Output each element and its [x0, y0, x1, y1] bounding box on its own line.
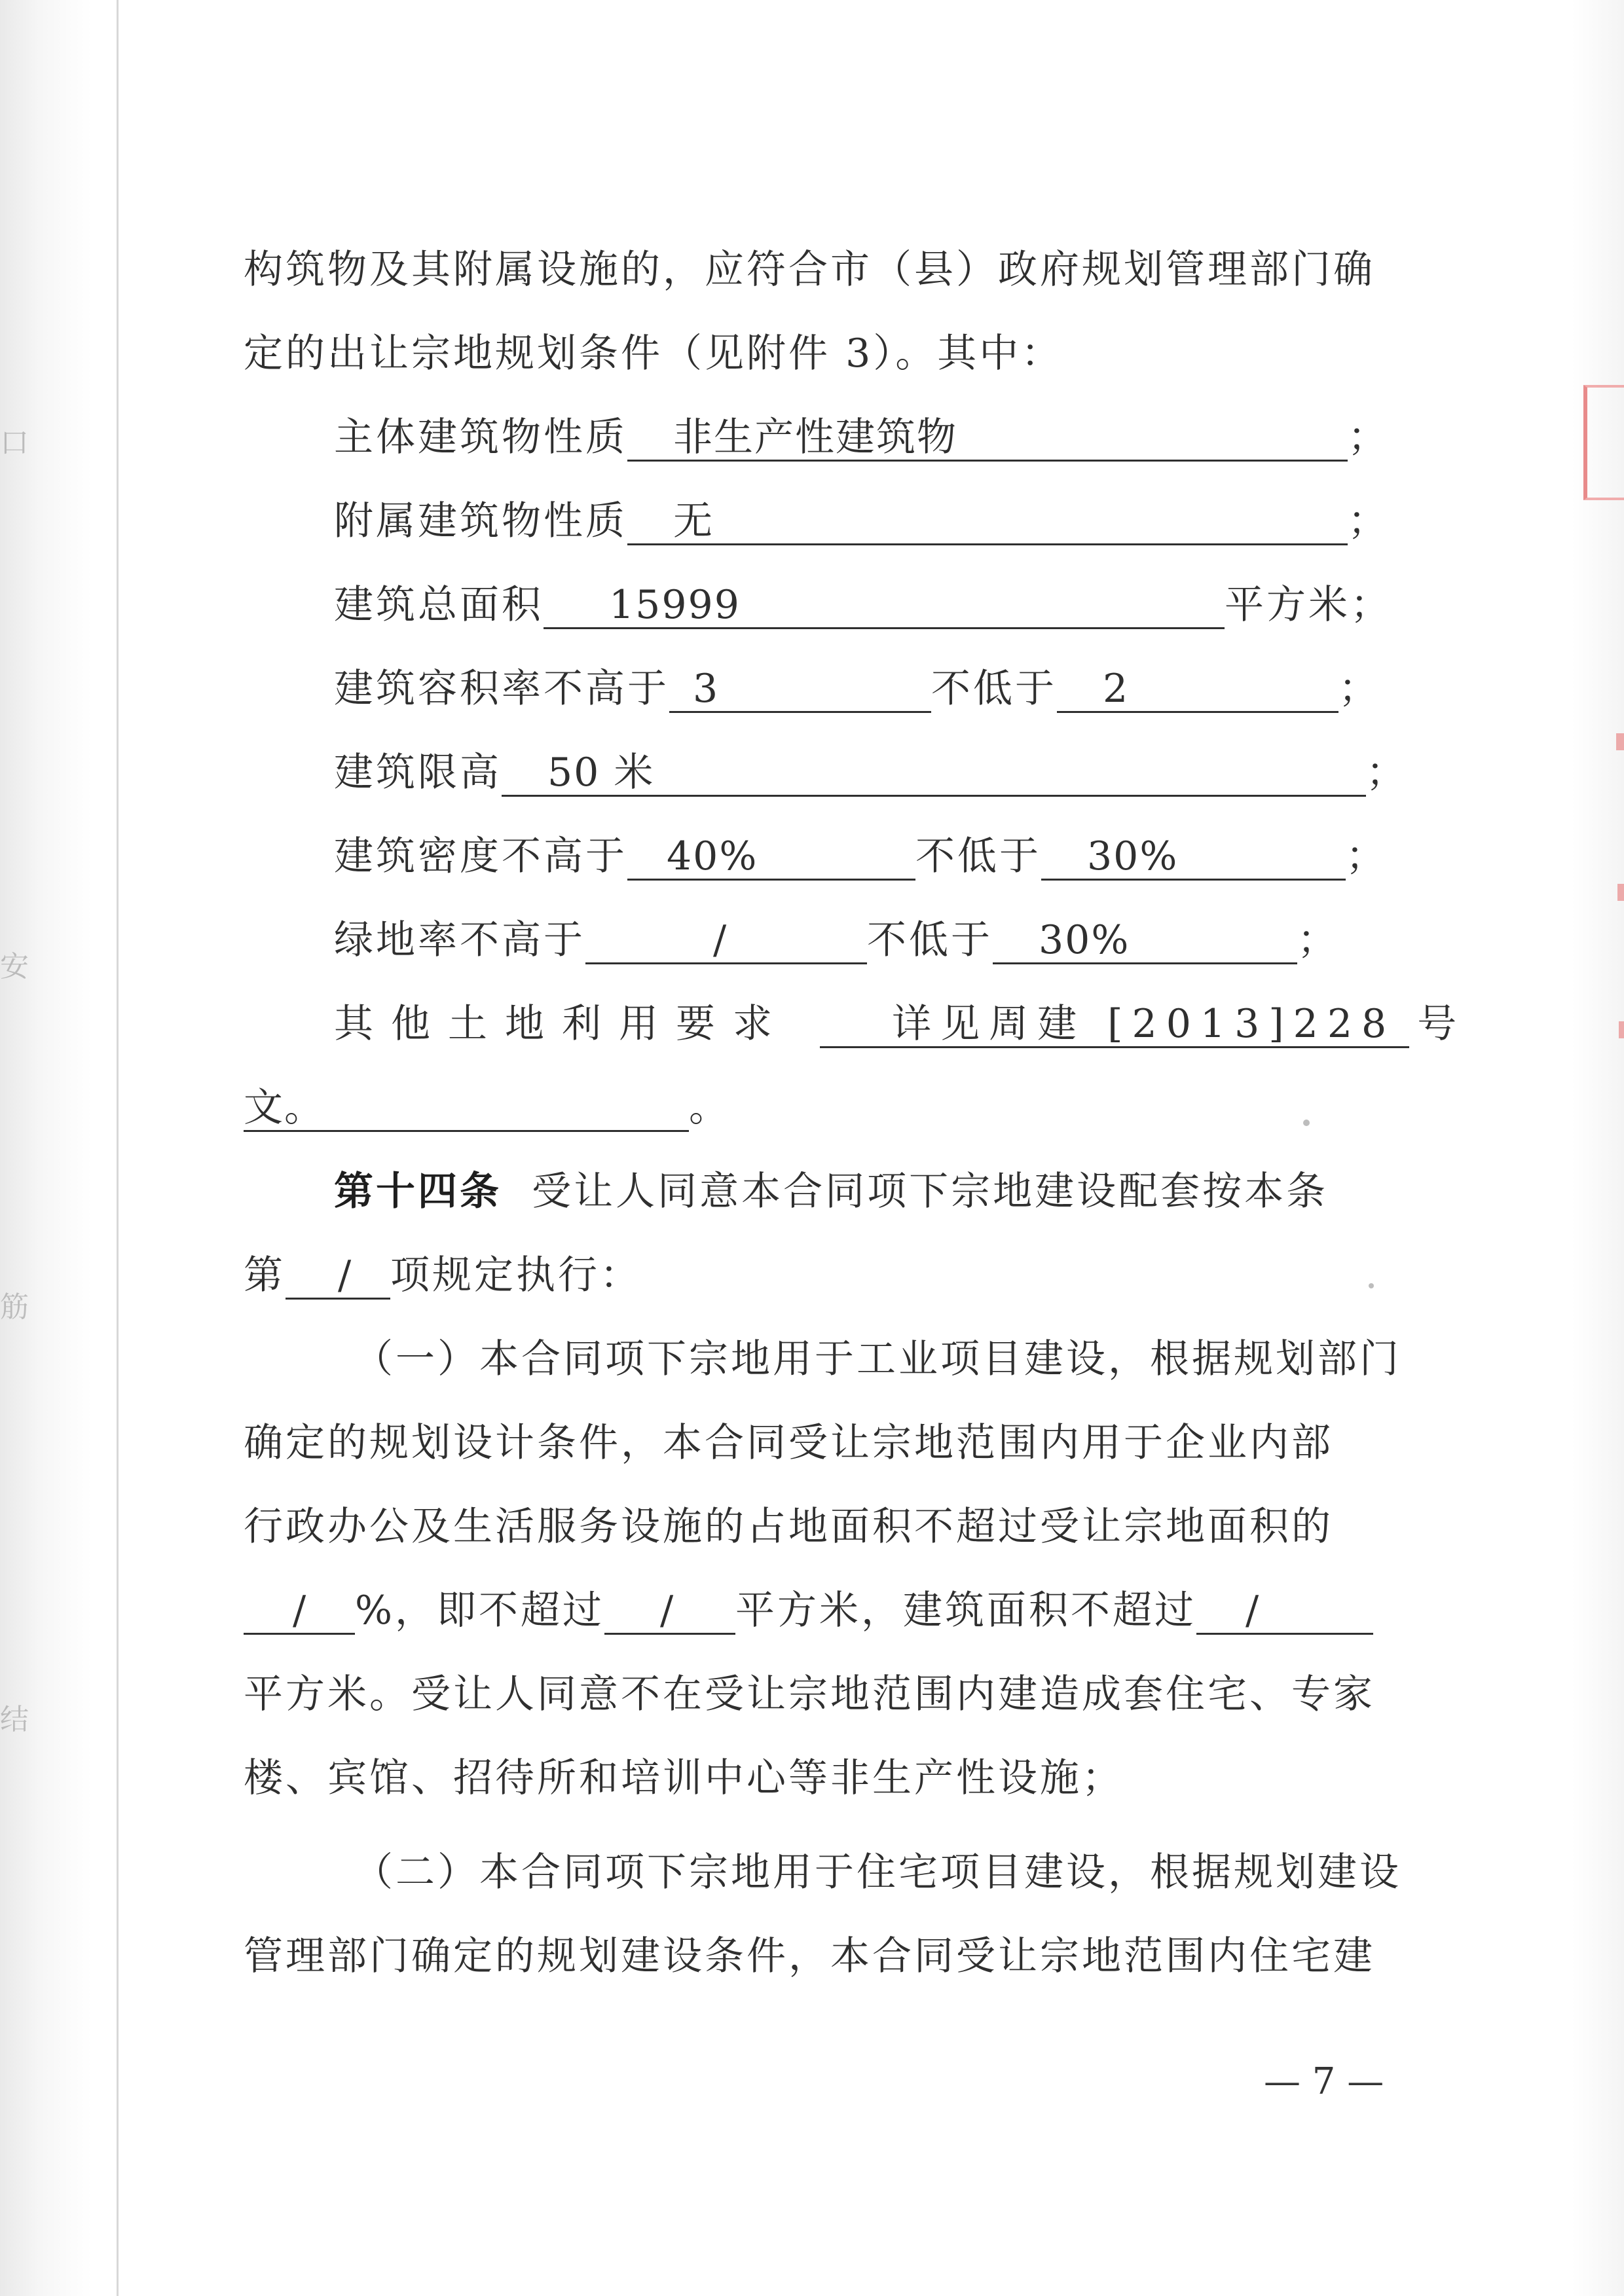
field-value: 2: [1103, 666, 1130, 712]
field-aux-building-nature: [334, 495, 1390, 547]
field-value: 30%: [1039, 917, 1130, 963]
fill-blank: [820, 998, 1466, 1048]
fill-blank: [244, 1584, 355, 1635]
field-label: 主体建筑物性质: [334, 414, 627, 460]
article-14-para2: 管理部门确定的规划建设条件，本合同受让宗地范围内住宅建: [244, 1933, 1375, 1979]
field-green-ratio: [334, 914, 1339, 966]
field-label: 建筑容积率不高于: [334, 666, 669, 712]
fill-blank: [669, 663, 931, 713]
article-14-para1: 平方米。受让人同意不在受让宗地范围内建造成套住宅、专家: [244, 1671, 1375, 1717]
article-text: %，即不超过: [355, 1588, 605, 1633]
red-seal-fragment: [1583, 385, 1624, 500]
field-terminator: ；: [1366, 750, 1408, 795]
field-building-density: [334, 830, 1388, 883]
fill-blank: [544, 579, 1225, 629]
article-text: 受让人同意本合同项下宗地建设配套按本条: [532, 1169, 1329, 1214]
field-label: 附属建筑物性质: [334, 498, 627, 544]
field-other-land-use: [334, 998, 1466, 1050]
bleed-mark: 口: [0, 426, 29, 460]
body-line: 定的出让宗地规划条件（见附件 3）。其中：: [244, 331, 1063, 376]
scan-speck: [1303, 1120, 1310, 1126]
fill-blank: [1041, 830, 1346, 881]
body-line: 构筑物及其附属设施的，应符合市（县）政府规划管理部门确: [244, 247, 1375, 293]
field-label: 其他土地利用要求: [334, 1001, 790, 1047]
article-text: 项规定执行：: [390, 1252, 642, 1298]
red-seal-mark: [1616, 733, 1624, 750]
red-seal-mark: [1619, 1021, 1624, 1038]
article-text: 平方米，建筑面积不超过: [735, 1588, 1197, 1633]
fill-blank: [993, 914, 1297, 964]
field-label: 绿地率不高于: [334, 917, 585, 963]
field-value: 40%: [667, 833, 758, 879]
field-value: /: [1246, 1588, 1261, 1633]
field-terminator: ；: [1338, 666, 1380, 712]
field-value: 50 米: [547, 750, 655, 795]
article-heading: 第十四条: [334, 1169, 502, 1214]
field-value: 3: [693, 666, 720, 712]
field-value: /: [660, 1588, 675, 1633]
field-label: 不低于: [931, 666, 1057, 712]
field-floor-area-ratio: [334, 663, 1380, 715]
bleed-mark: 结: [0, 1703, 29, 1736]
fill-blank: [1196, 1584, 1373, 1635]
field-value: 文。: [244, 1085, 325, 1131]
field-value: 无: [673, 498, 714, 544]
field-main-building-nature: [334, 411, 1390, 464]
article-14-para1: （一）本合同项下宗地用于工业项目建设，根据规划部门: [354, 1336, 1401, 1382]
fill-blank: [1057, 663, 1338, 713]
fill-blank: [244, 1082, 689, 1132]
field-terminator: ；: [1346, 833, 1388, 879]
page-fold-shadow: [117, 0, 119, 2296]
field-height-limit: [334, 746, 1408, 799]
article-14-line: [334, 1165, 1328, 1218]
field-value: 非生产性建筑物: [673, 414, 957, 460]
fill-blank: [604, 1584, 735, 1635]
fill-blank: [627, 830, 915, 881]
fill-blank: [502, 746, 1366, 797]
fill-blank: [286, 1249, 390, 1300]
field-total-floor-area: [334, 579, 1392, 631]
page-number: — 7 —: [1264, 2060, 1384, 2103]
field-value: 详见周建 [2013]228 号: [892, 1001, 1466, 1047]
bleed-mark: 安: [0, 950, 29, 983]
field-label: 不低于: [867, 917, 993, 963]
fill-blank: [627, 495, 1348, 545]
fill-blank: [627, 411, 1348, 462]
field-value: /: [713, 917, 728, 963]
article-14-line: [244, 1249, 642, 1302]
field-label: 建筑限高: [334, 750, 502, 795]
field-terminator: ；: [1348, 414, 1390, 460]
fill-blank: [585, 914, 867, 964]
field-value: /: [338, 1252, 353, 1298]
field-other-land-use-cont: [244, 1082, 731, 1134]
bleed-mark: 筋: [0, 1290, 29, 1324]
field-terminator: 。: [689, 1085, 731, 1131]
scan-speck: [1369, 1283, 1374, 1288]
article-14-para1: 确定的规划设计条件，本合同受让宗地范围内用于企业内部: [244, 1420, 1333, 1466]
field-label: 不低于: [915, 833, 1041, 879]
article-14-para1: 行政办公及生活服务设施的占地面积不超过受让宗地面积的: [244, 1504, 1333, 1550]
field-value: /: [293, 1588, 308, 1633]
article-text: 第: [244, 1252, 286, 1298]
field-value: 15999: [609, 582, 741, 628]
article-14-para1: 楼、宾馆、招待所和培训中心等非生产性设施；: [244, 1755, 1124, 1801]
field-label: 建筑密度不高于: [334, 833, 627, 879]
field-label: 建筑总面积: [334, 582, 544, 628]
field-value: 30%: [1087, 833, 1179, 879]
red-seal-mark: [1617, 884, 1624, 901]
article-14-para2: （二）本合同项下宗地用于住宅项目建设，根据规划建设: [354, 1850, 1401, 1895]
field-terminator: ；: [1297, 917, 1339, 963]
field-unit: 平方米；: [1225, 582, 1392, 628]
article-14-para1-blanks: [244, 1584, 1373, 1637]
field-terminator: ；: [1348, 498, 1390, 544]
